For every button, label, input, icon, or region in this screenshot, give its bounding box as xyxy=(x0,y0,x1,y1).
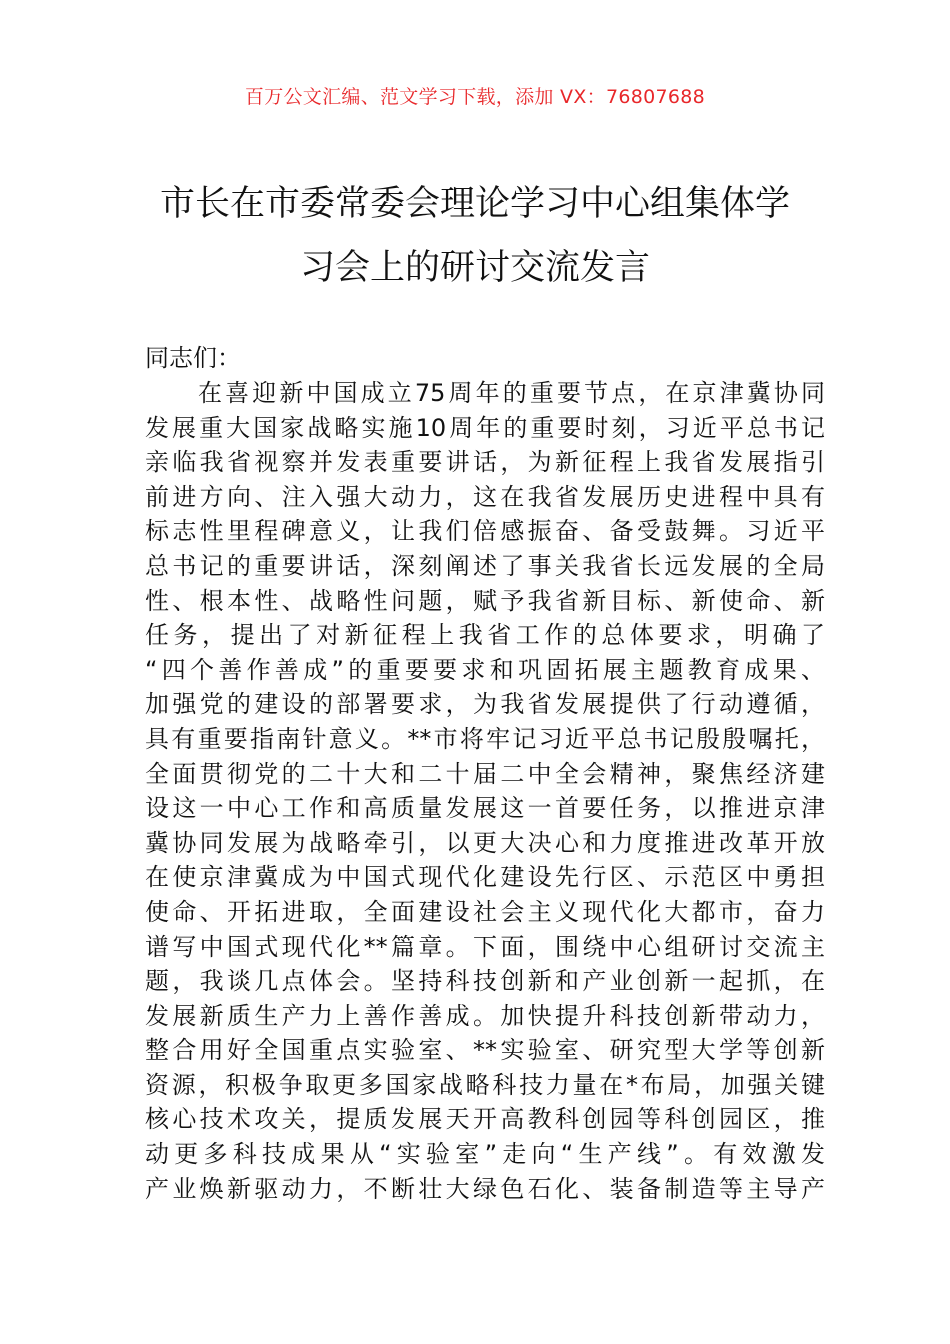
body-line: 标志性里程碑意义，让我们倍感振奋、备受鼓舞。习近平 xyxy=(145,517,825,546)
body-line: 加强党的建设的部署要求，为我省发展提供了行动遵循， xyxy=(145,690,825,719)
body-line: 总书记的重要讲话，深刻阐述了事关我省长远发展的全局 xyxy=(145,551,825,580)
salutation: 同志们： xyxy=(145,344,241,372)
body-line: 冀协同发展为战略牵引，以更大决心和力度推进改革开放 xyxy=(145,828,825,857)
body-paragraph xyxy=(145,376,825,1206)
body-line: 资源，积极争取更多国家战略科技力量在*布局，加强关键 xyxy=(145,1070,825,1099)
title-line: 市长在市委常委会理论学习中心组集体学 xyxy=(159,184,790,224)
header-banner: 百万公文汇编、范文学习下载，添加 VX：76807688 xyxy=(244,86,706,108)
body-line: 在喜迎新中国成立75周年的重要节点，在京津冀协同 xyxy=(198,379,825,407)
body-line: 前进方向、注入强大动力，这在我省发展历史进程中具有 xyxy=(145,482,825,511)
body-line: 性、根本性、战略性问题，赋予我省新目标、新使命、新 xyxy=(145,586,825,615)
body-line: 题，我谈几点体会。坚持科技创新和产业创新一起抓，在 xyxy=(145,967,825,996)
body-line: 具有重要指南针意义。**市将牢记习近平总书记殷殷嘱托， xyxy=(145,724,825,753)
body-line: 动更多科技成果从“实验室”走向“生产线”。有效激发 xyxy=(145,1140,825,1169)
body-line: 产业焕新驱动力，不断壮大绿色石化、装备制造等主导产 xyxy=(145,1174,825,1203)
body-line: 任务，提出了对新征程上我省工作的总体要求，明确了 xyxy=(145,621,825,650)
body-line: 发展新质生产力上善作善成。加快提升科技创新带动力， xyxy=(145,1001,825,1030)
body-line: 在使京津冀成为中国式现代化建设先行区、示范区中勇担 xyxy=(145,863,825,892)
body-line: 发展重大国家战略实施10周年的重要时刻，习近平总书记 xyxy=(145,413,825,442)
title-line: 习会上的研讨交流发言 xyxy=(299,248,650,288)
body-line: 核心技术攻关，提质发展天开高教科创园等科创园区，推 xyxy=(145,1105,825,1134)
document-title xyxy=(130,172,820,300)
body-line: 整合用好全国重点实验室、**实验室、研究型大学等创新 xyxy=(145,1036,825,1065)
body-line: 使命、开拓进取，全面建设社会主义现代化大都市，奋力 xyxy=(145,897,825,926)
body-line: 设这一中心工作和高质量发展这一首要任务，以推进京津 xyxy=(145,794,825,823)
body-line: 谱写中国式现代化**篇章。下面，围绕中心组研讨交流主 xyxy=(145,932,825,961)
body-line: 亲临我省视察并发表重要讲话，为新征程上我省发展指引 xyxy=(145,448,825,477)
body-line: “四个善作善成”的重要要求和巩固拓展主题教育成果、 xyxy=(145,655,825,684)
body-line: 全面贯彻党的二十大和二十届二中全会精神，聚焦经济建 xyxy=(145,759,825,788)
